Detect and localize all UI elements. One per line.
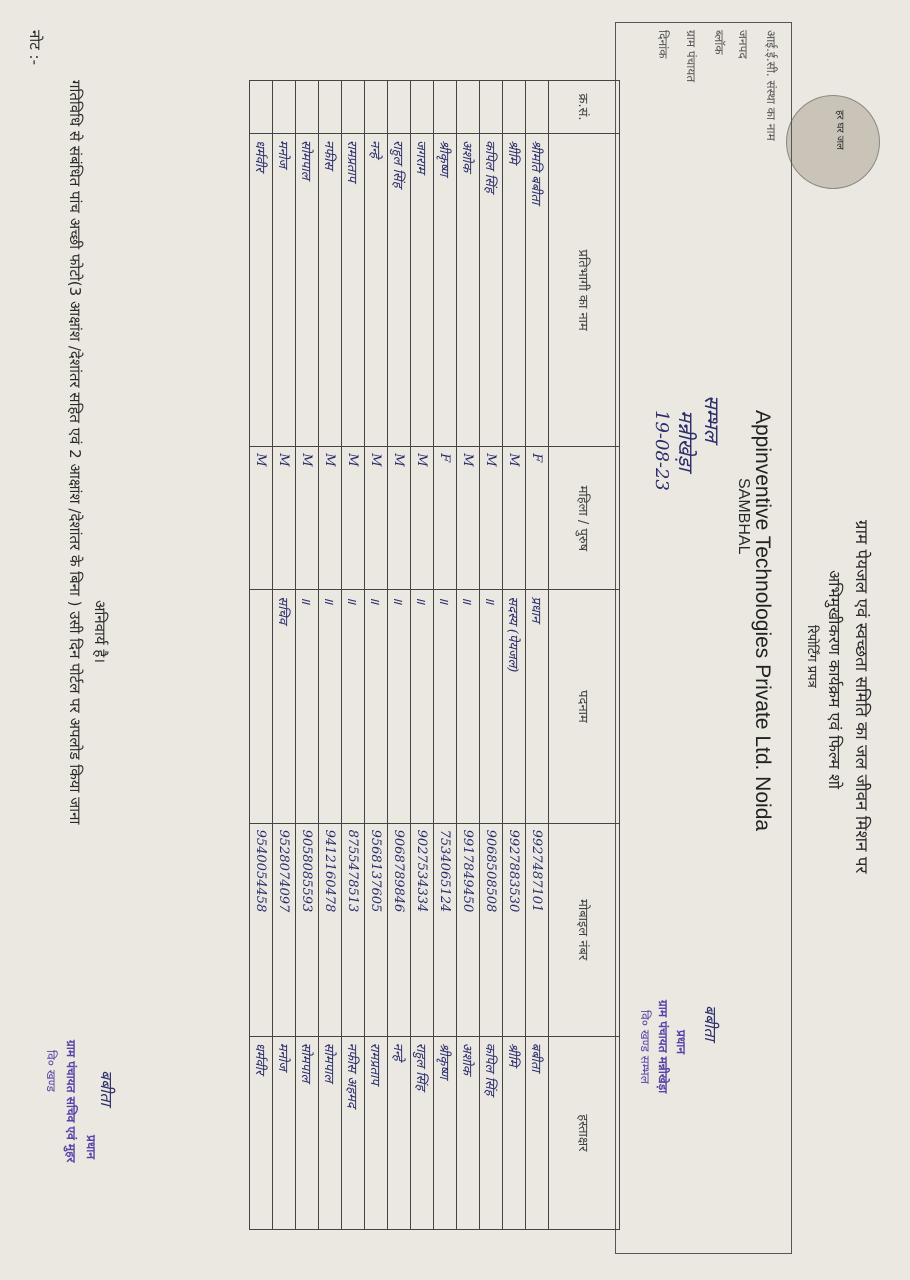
- table-row: [342, 81, 365, 1230]
- participant-mobile: 7534065124: [434, 823, 457, 1036]
- table-row: [434, 81, 457, 1230]
- participant-designation: ॥: [342, 590, 365, 823]
- bottom-stamp-line3: वि० खण्ड: [44, 1050, 58, 1092]
- table-row: [411, 81, 434, 1230]
- note-line1: गतिविधि से संबंधित पांच अच्छी फोटो(3 आक्षांश /देशांतर सहित एवं 2 आक्षांश /देशांतर के बिना ) उसी दिन पोर्टल पर अपलोड किया जाना: [66, 80, 84, 825]
- participant-gender: M: [457, 447, 480, 590]
- participant-mobile: 9540054458: [250, 823, 273, 1036]
- participant-mobile: 9927883530: [503, 823, 526, 1036]
- participant-signature: अशोक: [457, 1036, 480, 1229]
- participant-gender: F: [434, 447, 457, 590]
- col-gender: महिला / पुरुष: [549, 447, 620, 590]
- participant-signature: बबीता: [526, 1036, 549, 1229]
- participant-name: नन्हे: [365, 134, 388, 447]
- participant-name: श्रीमि: [503, 134, 526, 447]
- participant-signature: नन्हे: [388, 1036, 411, 1229]
- participant-name: अशोक: [457, 134, 480, 447]
- date-label: दिनांक: [656, 30, 670, 59]
- participant-designation: ॥: [434, 590, 457, 823]
- top-stamp-line1: प्रधान: [674, 1030, 688, 1054]
- participant-gender: F: [526, 447, 549, 590]
- table-row: [457, 81, 480, 1230]
- participant-gender: M: [250, 447, 273, 590]
- participant-signature: कपिल सिंह: [480, 1036, 503, 1229]
- participant-name: धर्मवीर: [250, 134, 273, 447]
- participant-mobile: 9412160478: [319, 823, 342, 1036]
- table-row: [503, 81, 526, 1230]
- emblem-icon: [786, 95, 880, 189]
- participant-signature: मनोज: [273, 1036, 296, 1229]
- district-label: जनपद: [736, 30, 750, 59]
- participant-gender: M: [503, 447, 526, 590]
- table-row: [480, 81, 503, 1230]
- top-signature: बबीता: [701, 1005, 720, 1041]
- participant-mobile: 9027534334: [411, 823, 434, 1036]
- form-title-line2: अभिमुखीकरण कार्यक्रम एवं फिल्म शो: [825, 570, 844, 790]
- participant-name: रामप्रताप: [342, 134, 365, 447]
- participant-mobile: 9068789846: [388, 823, 411, 1036]
- participant-mobile: 9568137605: [365, 823, 388, 1036]
- participant-mobile: 9917849450: [457, 823, 480, 1036]
- participant-designation: ॥: [480, 590, 503, 823]
- gp-value: मन्नीखेड़ा: [674, 410, 698, 471]
- col-name: प्रतिभागी का नाम: [549, 134, 620, 447]
- participant-gender: M: [365, 447, 388, 590]
- top-stamp-line2: ग्राम पंचायत मन्नीखेड़ा: [656, 1000, 670, 1094]
- bottom-stamp-line2: ग्राम पंचायत सचिव एवं मुहर: [64, 1040, 78, 1163]
- district-value: SAMBHAL: [735, 478, 752, 555]
- participant-designation: सदस्य (पेयजल): [503, 590, 526, 823]
- participant-signature: श्रीकृष्ण: [434, 1036, 457, 1229]
- col-serial: क्र.सं.: [549, 81, 620, 134]
- participant-signature: राहुल सिंह: [411, 1036, 434, 1229]
- participant-signature: नफीस अहमद: [342, 1036, 365, 1229]
- participant-designation: [250, 590, 273, 823]
- participant-designation: ॥: [457, 590, 480, 823]
- participant-name: मनोज: [273, 134, 296, 447]
- participant-gender: M: [273, 447, 296, 590]
- logo-text: हर घर जल: [834, 110, 845, 150]
- table-row: [388, 81, 411, 1230]
- note-label: नोट :-: [26, 30, 44, 66]
- top-stamp-line3: वि० खण्ड सम्भल: [638, 1010, 652, 1084]
- table-row: [365, 81, 388, 1230]
- participant-mobile: 9068508508: [480, 823, 503, 1036]
- participant-gender: M: [388, 447, 411, 590]
- participant-designation: प्रधान: [526, 590, 549, 823]
- date-value: 19-08-23: [651, 410, 672, 491]
- col-mobile: मोबाइल नंबर: [549, 823, 620, 1036]
- form-title-line3: रिपोर्टिंग प्रपत्र: [804, 625, 819, 688]
- participant-signature: रामप्रताप: [365, 1036, 388, 1229]
- participant-designation: सचिव: [273, 590, 296, 823]
- participant-designation: ॥: [296, 590, 319, 823]
- table-row: [526, 81, 549, 1230]
- table-row: [319, 81, 342, 1230]
- col-designation: पदनाम: [549, 590, 620, 823]
- bottom-signature: बबीता: [97, 1070, 116, 1106]
- participant-designation: ॥: [365, 590, 388, 823]
- block-value: सम्भल: [700, 395, 724, 443]
- col-signature: हस्ताक्षर: [549, 1036, 620, 1229]
- table-row: [273, 81, 296, 1230]
- participant-gender: M: [480, 447, 503, 590]
- participant-signature: श्रीमि: [503, 1036, 526, 1229]
- participant-mobile: 9927487101: [526, 823, 549, 1036]
- table-header-row: [549, 81, 620, 1230]
- table-row: [250, 81, 273, 1230]
- participant-gender: M: [411, 447, 434, 590]
- gp-label: ग्राम पंचायत: [684, 30, 698, 83]
- block-label: ब्लॉक: [712, 30, 726, 55]
- participant-name: जगराम: [411, 134, 434, 447]
- participant-signature: सोमपाल: [319, 1036, 342, 1229]
- participant-name: श्रीकृष्ण: [434, 134, 457, 447]
- participant-name: सोमपाल: [296, 134, 319, 447]
- participant-mobile: 9528074097: [273, 823, 296, 1036]
- table-row: [296, 81, 319, 1230]
- participant-designation: ॥: [411, 590, 434, 823]
- isa-label: आई.ई.सी. संस्था का नाम: [764, 30, 778, 141]
- participant-signature: सोमपाल: [296, 1036, 319, 1229]
- participant-gender: M: [319, 447, 342, 590]
- participant-designation: ॥: [388, 590, 411, 823]
- participant-signature: धर्मवीर: [250, 1036, 273, 1229]
- participant-mobile: 8755478513: [342, 823, 365, 1036]
- participant-name: श्रीमति बबीता: [526, 134, 549, 447]
- bottom-stamp-line1: प्रधान: [84, 1135, 98, 1159]
- participant-name: नफीस: [319, 134, 342, 447]
- participant-gender: M: [342, 447, 365, 590]
- participant-name: कपिल सिंह: [480, 134, 503, 447]
- participant-name: राहुल सिंह: [388, 134, 411, 447]
- participant-designation: ॥: [319, 590, 342, 823]
- note-line2: अनिवार्य है।: [91, 600, 109, 664]
- participant-gender: M: [296, 447, 319, 590]
- form-title-line1: ग्राम पेयजल एवं स्वच्छता समिति का जल जीवन मिशन पर: [851, 520, 871, 874]
- isa-value: Appinventive Technologies Private Ltd. Noida: [751, 410, 774, 832]
- participant-table: [249, 80, 620, 1230]
- participant-mobile: 9058085593: [296, 823, 319, 1036]
